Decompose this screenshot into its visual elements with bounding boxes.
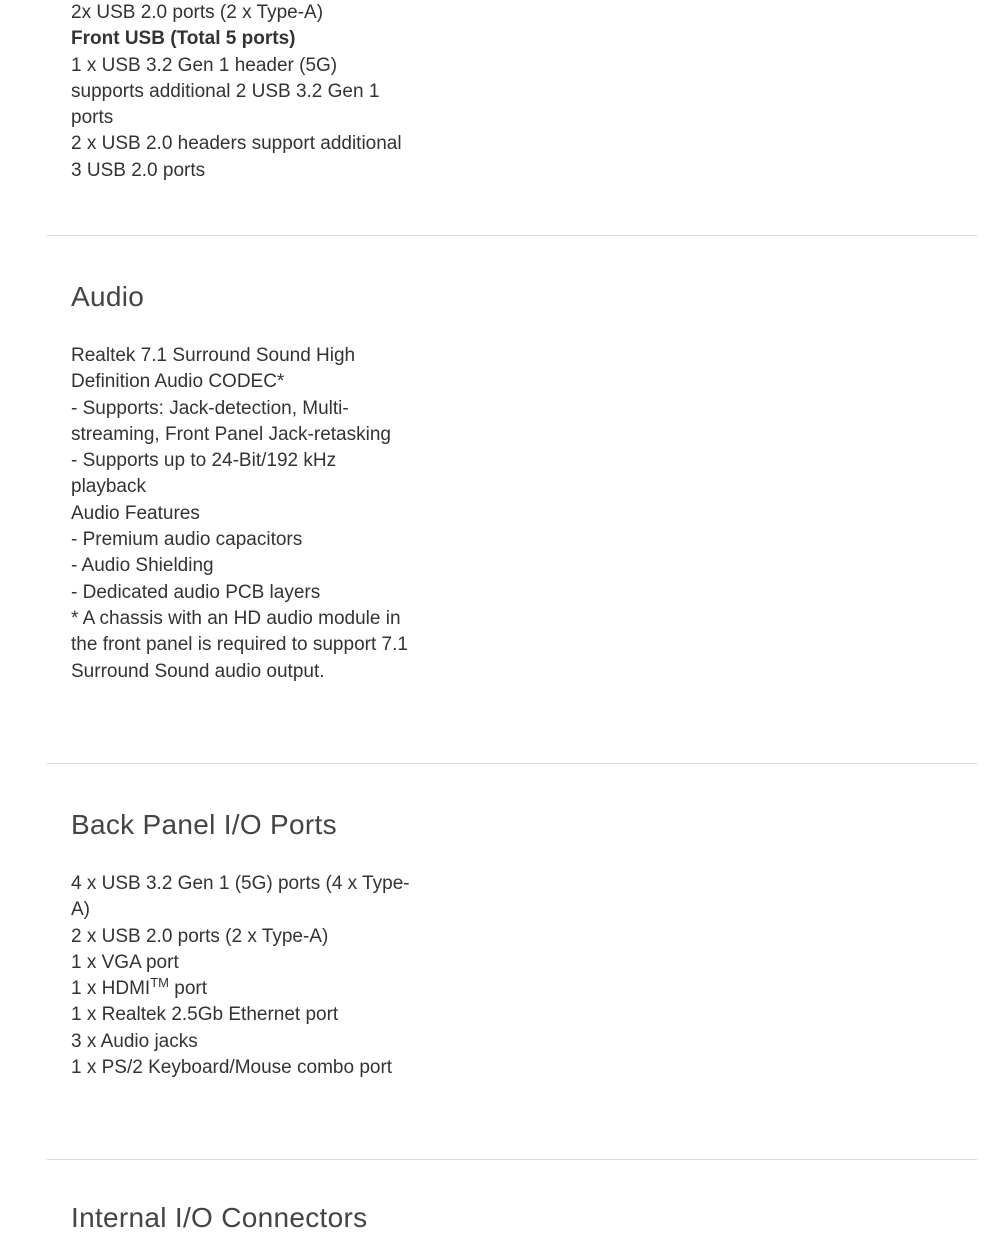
back-panel-line: 1 x VGA port xyxy=(71,951,179,973)
audio-line: - Premium audio capacitors xyxy=(71,529,303,551)
audio-line: - Audio Shielding xyxy=(71,555,214,577)
audio-footnote: * A chassis with an HD audio module in the front panel is required to support 7.1 Surround Sound audio output. xyxy=(71,607,408,682)
audio-line: Realtek 7.1 Surround Sound High Definition Audio CODEC* xyxy=(71,345,356,393)
audio-line: - Supports: Jack-detection, Multi-streaming, Front Panel Jack-retasking xyxy=(71,397,391,445)
trademark-mark: TM xyxy=(150,975,169,991)
back-panel-line: 3 x Audio jacks xyxy=(71,1030,198,1052)
back-panel-line: 1 x PS/2 Keyboard/Mouse combo port xyxy=(71,1057,393,1079)
usb-spec-block xyxy=(71,0,411,184)
back-panel-spec-block xyxy=(71,871,411,1081)
front-usb-line: 2 x USB 2.0 headers support additional 3 USB 2.0 ports xyxy=(71,133,402,181)
audio-section-title: Audio xyxy=(71,281,145,312)
audio-line: - Dedicated audio PCB layers xyxy=(71,581,321,603)
audio-spec-block xyxy=(71,343,411,685)
back-panel-line: 4 x USB 3.2 Gen 1 (5G) ports (4 x Type-A) xyxy=(71,873,410,921)
hdmi-prefix: 1 x HDMI xyxy=(71,978,151,1000)
section-divider xyxy=(47,1159,977,1160)
audio-line: Audio Features xyxy=(71,502,200,524)
front-usb-heading: Front USB (Total 5 ports) xyxy=(71,28,296,50)
usb-line: 2x USB 2.0 ports (2 x Type-A) xyxy=(71,2,324,23)
audio-line: - Supports up to 24-Bit/192 kHz playback xyxy=(71,450,337,498)
front-usb-line: 1 x USB 3.2 Gen 1 header (5G) supports additional 2 USB 3.2 Gen 1 ports xyxy=(71,54,380,129)
section-divider xyxy=(47,235,977,236)
hdmi-line xyxy=(71,976,411,1002)
section-divider xyxy=(47,763,977,764)
internal-io-section-title: Internal I/O Connectors xyxy=(71,1202,368,1233)
back-panel-line: 1 x Realtek 2.5Gb Ethernet port xyxy=(71,1004,339,1026)
back-panel-line: 2 x USB 2.0 ports (2 x Type-A) xyxy=(71,925,329,947)
hdmi-suffix: port xyxy=(168,978,207,1000)
back-panel-section-title: Back Panel I/O Ports xyxy=(71,809,337,840)
